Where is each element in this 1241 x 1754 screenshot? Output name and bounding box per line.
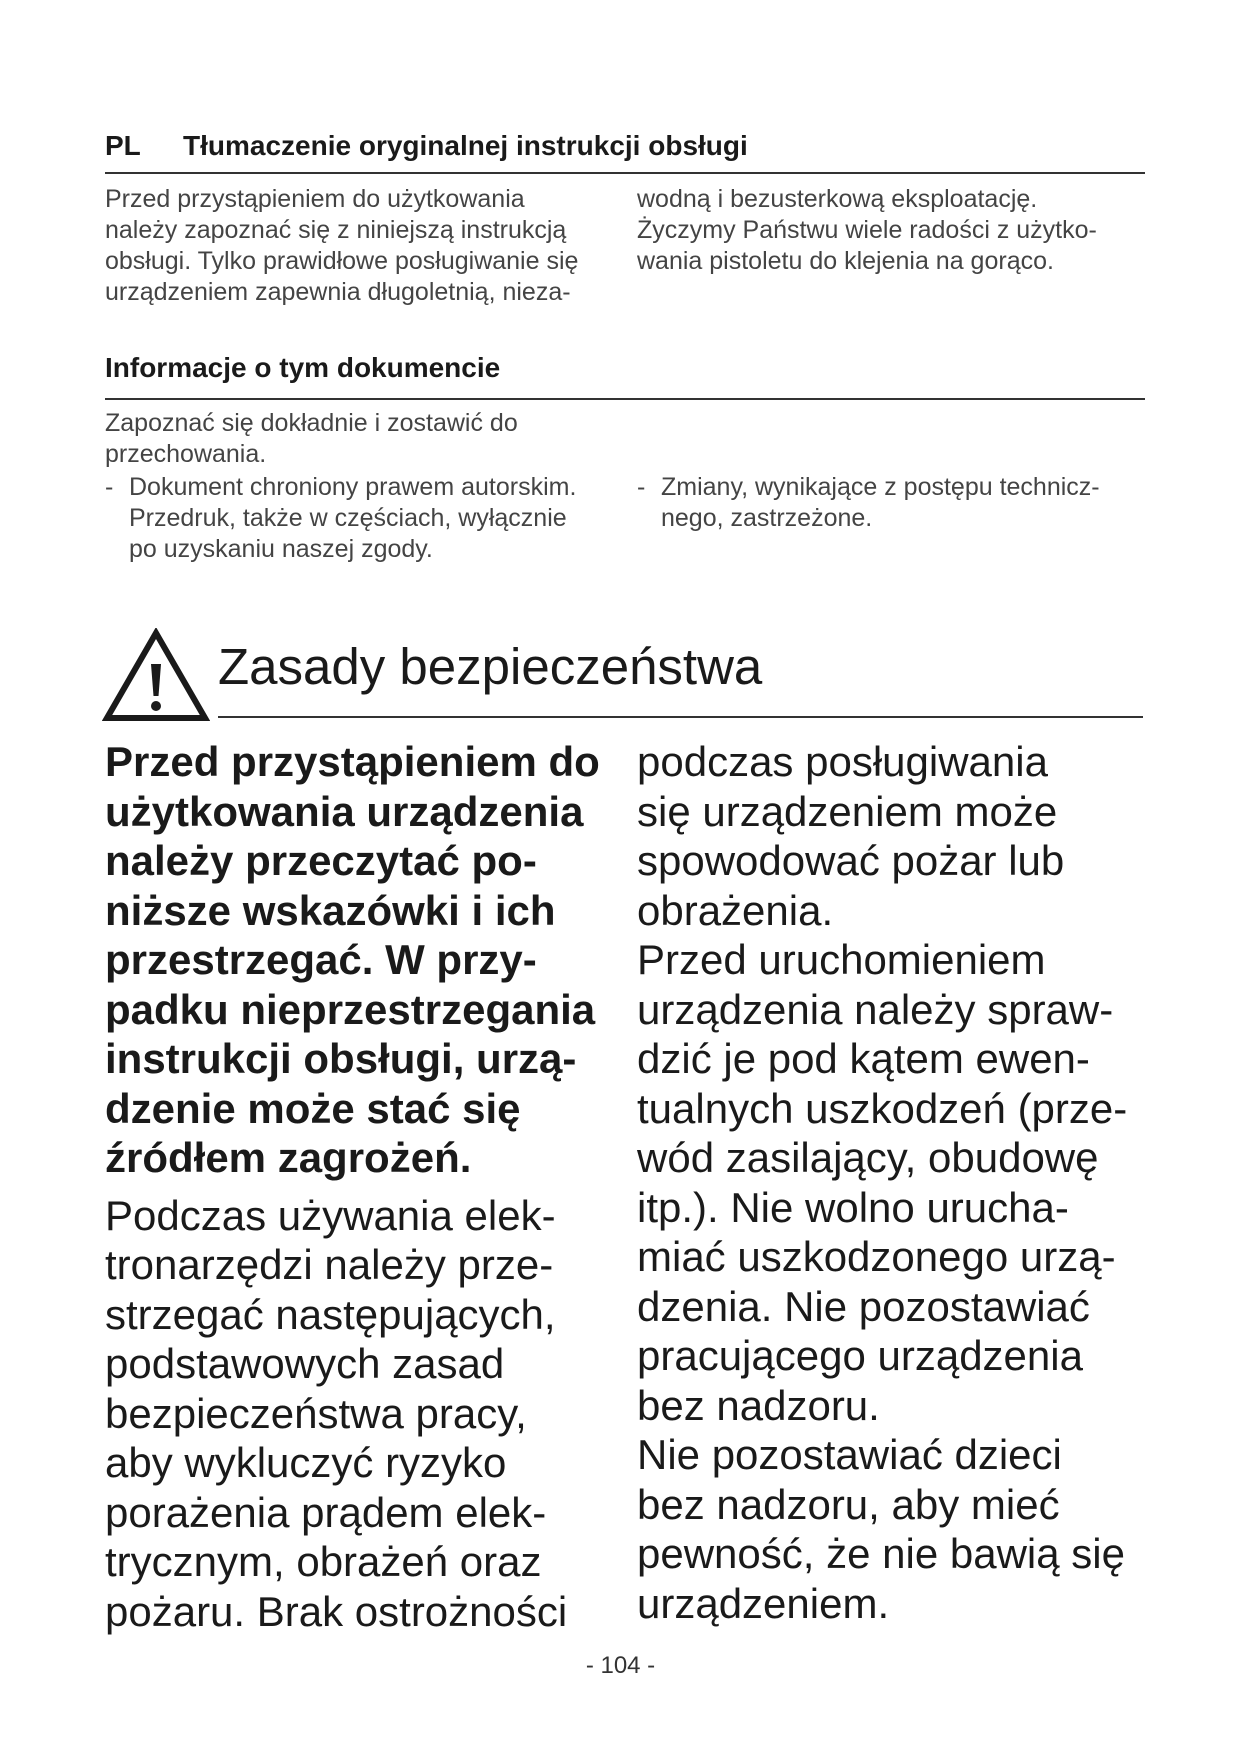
safety-left-line: pożaru. Brak ostrożności [105,1587,568,1635]
safety-left-line: trycznym, obrażeń oraz [105,1538,542,1585]
safety-right-line: spowodować pożar lub [637,837,1065,884]
safety-right-line: tualnych uszkodzeń (prze- [637,1084,1128,1132]
safety-right-line: dzenia. Nie pozostawiać [637,1282,1090,1330]
safety-left-line: Podczas używania elek- [105,1191,556,1239]
copyright-line: po uzyskaniu naszej zgody. [129,535,433,563]
safety-right-line: pracującego urządzenia [637,1332,1083,1379]
intro-right-column [637,184,1157,277]
safety-bold-line: dzenie może stać się [105,1084,521,1132]
safety-bold-line: instrukcji obsługi, urzą- [105,1035,577,1082]
safety-left-line: podstawowych zasad [105,1340,505,1387]
safety-right-line: bez nadzoru. [637,1381,880,1429]
doc-info-lead [105,408,645,470]
safety-left-text [105,1191,645,1637]
safety-title: Zasady bezpieczeństwa [218,636,1143,718]
safety-right-line: urządzeniem. [637,1579,890,1627]
safety-bold-line: Przed przystąpieniem do [105,738,600,785]
bullet-dash: - [105,473,114,501]
page-title: Tłumaczenie oryginalnej instrukcji obsługi [183,130,748,161]
safety-bold-line: źródłem zagrożeń. [105,1134,472,1181]
safety-right-column [637,737,1157,1628]
intro-left-line: urządzeniem zapewnia długoletnią, nieza- [105,278,571,306]
safety-bold-line: użytkowania urządzenia [105,787,584,835]
copyright-line: Dokument chroniony prawem autorskim. [129,473,577,501]
copyright-bullet-text [129,472,576,565]
safety-left-line: aby wykluczyć ryzyko [105,1439,507,1486]
intro-right-line: wodną i bezusterkową eksploatację. [637,185,1038,213]
safety-left-line: bezpieczeństwa pracy, [105,1389,527,1437]
intro-left-line: obsługi. Tylko prawidłowe posługiwanie się [105,247,579,275]
doc-info-heading: Informacje o tym dokumencie [105,352,1145,400]
safety-left-line: tronarzędzi należy prze- [105,1241,554,1288]
safety-right-line: urządzenia należy spraw- [637,985,1114,1033]
safety-bold-line: padku nieprzestrzegania [105,985,596,1033]
intro-left-column [105,184,625,308]
safety-right-line: itp.). Nie wolno urucha- [637,1183,1069,1231]
safety-right-line: bez nadzoru, aby mieć [637,1480,1060,1528]
safety-left-column [105,737,645,1636]
doc-info-lead-line: Zapoznać się dokładnie i zostawić do [105,409,518,437]
page-header [105,120,1145,174]
safety-right-line: dzić je pod kątem ewen- [637,1035,1090,1082]
safety-right-line: się urządzeniem może [637,787,1058,835]
safety-right-line: pewność, że nie bawią się [637,1530,1125,1577]
safety-right-line: obrażenia. [637,886,834,934]
intro-left-line: należy zapoznać się z niniejszą instrukcją [105,216,567,244]
intro-right-line: wania pistoletu do klejenia na gorąco. [637,247,1054,275]
page-number: - 104 - [585,1652,656,1679]
doc-info-lead-line: przechowania. [105,440,267,468]
changes-line: Zmiany, wynikające z postępu technicz- [661,473,1100,501]
safety-right-line: Przed uruchomieniem [637,936,1046,983]
language-code: PL [105,130,141,161]
safety-bold-line: przestrzegać. W przy- [105,936,537,983]
copyright-line: Przedruk, także w częściach, wyłącznie [129,504,567,532]
safety-bold-line: należy przeczytać po- [105,837,537,884]
safety-right-line: miać uszkodzonego urzą- [637,1233,1116,1280]
bullet-dash: - [637,473,646,501]
intro-right-line: Życzymy Państwu wiele radości z użytko- [637,216,1097,244]
changes-bullet [637,472,1157,534]
safety-right-line: wód zasilający, obudowę [637,1134,1099,1181]
safety-warning-bold [105,737,645,1183]
safety-left-line: porażenia prądem elek- [105,1488,547,1536]
copyright-bullet [105,472,635,565]
safety-right-line: podczas posługiwania [637,738,1048,785]
changes-bullet-text [661,472,1100,534]
changes-line: nego, zastrzeżone. [661,504,873,532]
safety-right-line: Nie pozostawiać dzieci [637,1431,1062,1478]
warning-triangle-icon [102,628,210,724]
safety-bold-line: niższe wskazówki i ich [105,886,556,934]
intro-left-line: Przed przystąpieniem do użytkowania [105,185,525,213]
safety-left-line: strzegać następujących, [105,1290,556,1338]
